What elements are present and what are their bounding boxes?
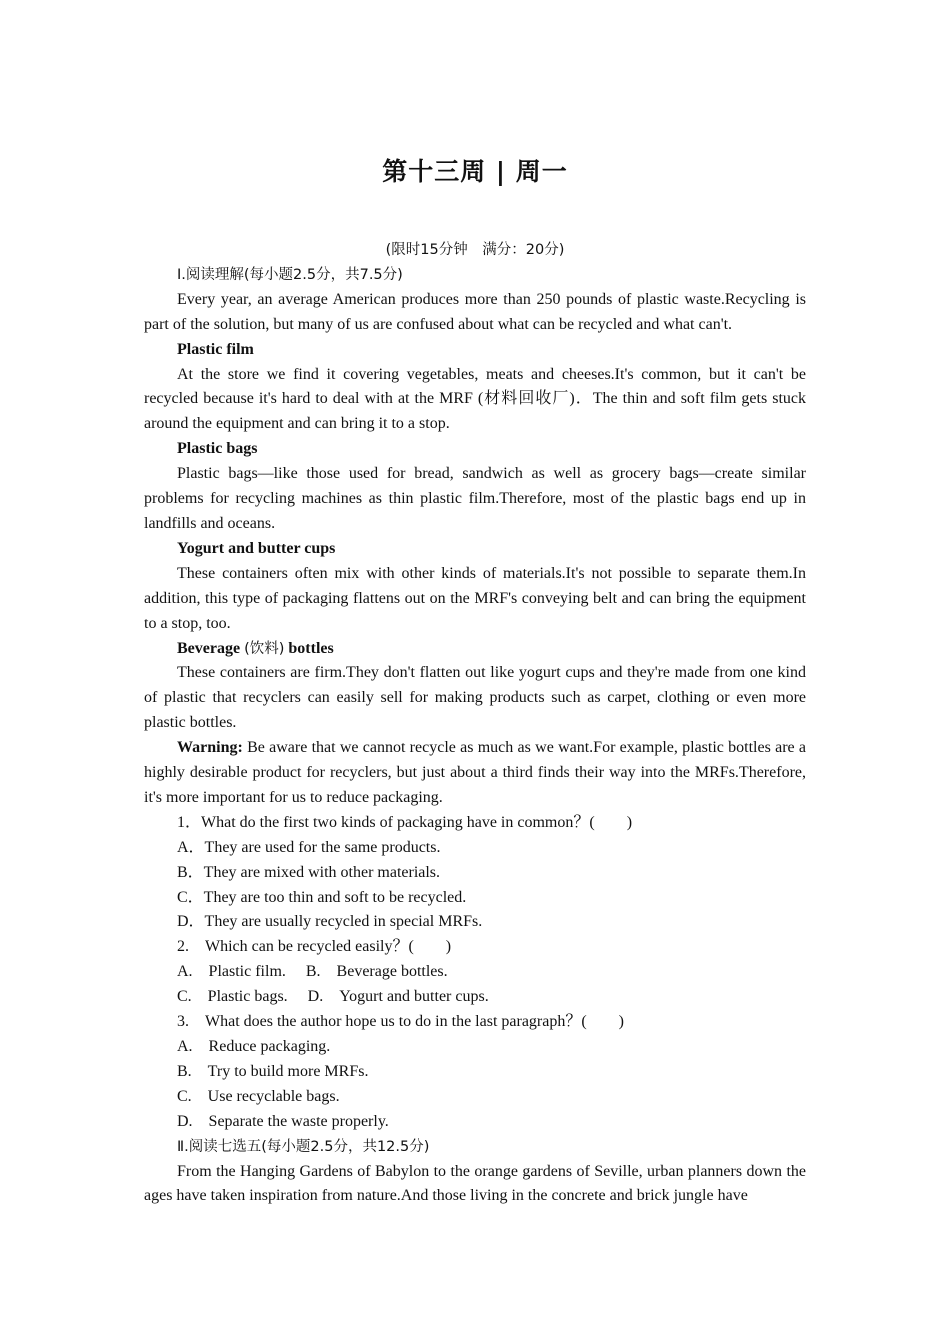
paragraph-warning [144, 736, 806, 811]
warning-text: Be aware that we cannot recycle as much as we want.For example, plastic bottles are a highly desirable product for recyclers, but just about a third finds their way into the MRFs.Therefore, it's more important for us to reduce packaging. [144, 739, 807, 806]
document-body [144, 238, 806, 1209]
subheading-plastic-film: Plastic film [177, 340, 254, 358]
subheading-yogurt-cups: Yogurt and butter cups [177, 539, 336, 557]
question-3-option-c: C. Use recyclable bags. [177, 1087, 340, 1105]
paragraph-plastic-film: At the store we find it covering vegetables, meats and cheeses.It's common, but it can't be recycled because it's hard to deal with at the MRF (材料回收厂)．The thin and soft film gets stuck around the equipment and can bring it to a stop. [144, 365, 806, 433]
question-3-stem: 3. What does the author hope us to do in the last paragraph？( ) [177, 1013, 625, 1031]
question-1-stem: 1．What do the first two kinds of packaging have in common？( ) [177, 813, 633, 831]
question-1-option-b: B．They are mixed with other materials. [177, 863, 441, 881]
subheading-plastic-bags: Plastic bags [177, 440, 258, 458]
question-3-option-a: A. Reduce packaging. [177, 1038, 331, 1055]
question-2-stem: 2. Which can be recycled easily？( ) [177, 938, 452, 956]
paragraph-plastic-bags: Plastic bags—like those used for bread, sandwich as well as grocery bags—create similar problems for recycling machines as thin plastic film.Therefore, most of the plastic bags end up in landfills and oceans. [144, 465, 806, 532]
subheading-beverage-b: bottles [288, 639, 334, 657]
passage-intro: Every year, an average American produces more than 250 pounds of plastic waste.Recycling is part of the solution, but many of us are confused about what can be recycled and what can't. [144, 290, 806, 333]
section1-heading: Ⅰ.阅读理解(每小题2.5分，共7.5分) [177, 266, 403, 283]
question-3-option-d: D. Separate the waste properly. [177, 1112, 389, 1130]
paragraph-beverage-bottles: These containers are firm.They don't flatten out like yogurt cups and they're made from one kind of plastic that recyclers can easily sell for making products such as carpet, clothing or even more plastic bottles. [144, 664, 806, 732]
question-2-options-cd: C. Plastic bags. D. Yogurt and butter cups. [177, 988, 489, 1006]
question-1-option-a: A．They are used for the same products. [177, 838, 441, 856]
time-limit: (限时15分钟 满分：20分) [385, 242, 565, 258]
page-title: 第十三周 | 周一 [382, 157, 568, 186]
question-2-options-ab: A. Plastic film. B. Beverage bottles. [177, 963, 448, 981]
subheading-beverage-bottles [144, 637, 806, 662]
section2-intro: From the Hanging Gardens of Babylon to the orange gardens of Seville, urban planners down the ages have taken inspiration from nature.And those living in the concrete and brick jungle have [144, 1162, 806, 1205]
question-1-option-d: D．They are usually recycled in special MRFs. [177, 913, 483, 931]
section2-heading: Ⅱ.阅读七选五(每小题2.5分，共12.5分) [177, 1138, 430, 1155]
warning-label: Warning: [177, 739, 243, 757]
subheading-beverage-a: Beverage [177, 639, 241, 657]
question-1-option-c: C．They are too thin and soft to be recycled. [177, 888, 467, 906]
subheading-beverage-cn: (饮料) [244, 640, 285, 657]
paragraph-yogurt-cups: These containers often mix with other kinds of materials.It's not possible to separate them.In addition, this type of packaging flattens out on the MRF's conveying belt and can bring the equipment to a stop, too. [144, 564, 806, 632]
question-3-option-b: B. Try to build more MRFs. [177, 1062, 369, 1080]
